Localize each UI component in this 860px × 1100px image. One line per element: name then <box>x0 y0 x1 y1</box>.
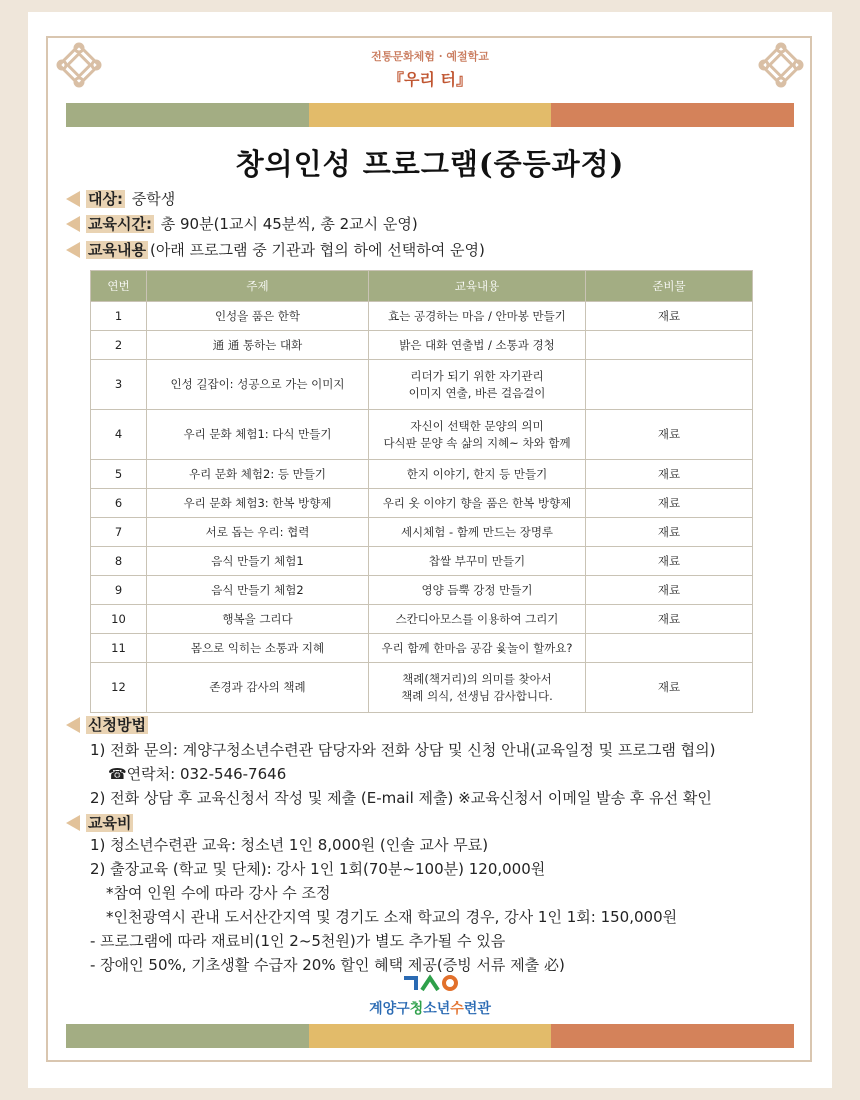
table-row <box>91 576 753 605</box>
row-material <box>586 360 753 410</box>
fee-dash-1: - 프로그램에 따라 재료비(1인 2~5천원)가 별도 추가될 수 있음 <box>90 932 506 950</box>
apply-line-2: 2) 전화 상담 후 교육신청서 작성 및 제출 (E-mail 제출) ※교육신청서 이메일 발송 후 유선 확인 <box>90 789 712 807</box>
row-material: 재료 <box>586 663 753 713</box>
logo-text: 계양구청소년수련관 <box>369 1001 491 1017</box>
table-row <box>91 489 753 518</box>
row-material: 재료 <box>586 547 753 576</box>
row-topic: 음식 만들기 체험2 <box>147 576 369 605</box>
row-number: 4 <box>91 410 147 460</box>
row-topic: 존경과 감사의 책례 <box>147 663 369 713</box>
table-row <box>91 360 753 410</box>
row-topic: 우리 문화 체험2: 등 만들기 <box>147 460 369 489</box>
row-content: 우리 옷 이야기 향을 품은 한복 방향제 <box>369 489 586 518</box>
row-content: 스칸디아모스를 이용하여 그리기 <box>369 605 586 634</box>
row-number: 11 <box>91 634 147 663</box>
fee-line-1: 1) 청소년수련관 교육: 청소년 1인 8,000원 (인솔 교사 무료) <box>90 836 489 854</box>
row-material: 재료 <box>586 518 753 547</box>
row-material: 재료 <box>586 489 753 518</box>
column-header: 연번 <box>91 271 147 302</box>
row-number: 6 <box>91 489 147 518</box>
content-value: (아래 프로그램 중 기관과 협의 하에 선택하여 운영) <box>149 241 485 259</box>
column-header: 준비물 <box>586 271 753 302</box>
fee-line-2: 2) 출장교육 (학교 및 단체): 강사 1인 1회(70분~100분) 120,000원 <box>90 860 546 878</box>
table-row <box>91 460 753 489</box>
table-header-row <box>91 271 753 302</box>
table-row <box>91 547 753 576</box>
row-number: 8 <box>91 547 147 576</box>
row-content: 자신이 선택한 문양의 의미 다식판 문양 속 삶의 지혜~ 차와 함께 <box>369 410 586 460</box>
column-header: 주제 <box>147 271 369 302</box>
time-value: 총 90분(1교시 45분씩, 총 2교시 운영) <box>155 215 418 233</box>
bottom-color-bar <box>66 1024 794 1048</box>
target-row <box>66 188 175 210</box>
row-number: 7 <box>91 518 147 547</box>
row-topic: 通 通 통하는 대화 <box>147 331 369 360</box>
row-topic: 우리 문화 체험3: 한복 방향제 <box>147 489 369 518</box>
row-content: 리더가 되기 위한 자기관리 이미지 연출, 바른 걸음걸이 <box>369 360 586 410</box>
page-title: 창의인성 프로그램(중등과정) <box>235 147 625 181</box>
row-number: 5 <box>91 460 147 489</box>
row-material: 재료 <box>586 460 753 489</box>
row-number: 1 <box>91 302 147 331</box>
fee-note-2: *인천광역시 관내 도서산간지역 및 경기도 소재 학교의 경우, 강사 1인 1회: 150,000원 <box>106 908 678 926</box>
table-row <box>91 663 753 713</box>
row-topic: 우리 문화 체험1: 다식 만들기 <box>147 410 369 460</box>
row-content: 영양 듬뿍 강정 만들기 <box>369 576 586 605</box>
time-row <box>66 213 418 235</box>
row-content: 책례(책거리)의 의미를 찾아서 책례 의식, 선생님 감사합니다. <box>369 663 586 713</box>
row-number: 3 <box>91 360 147 410</box>
row-topic: 인성 길잡이: 성공으로 가는 이미지 <box>147 360 369 410</box>
poster-page <box>28 12 832 1088</box>
header-title: 『우리 터』 <box>388 70 472 89</box>
target-label-tag: 대상: <box>66 188 125 210</box>
program-table <box>90 270 753 713</box>
row-number: 12 <box>91 663 147 713</box>
table-row <box>91 410 753 460</box>
phone-number: ☎연락처: 032-546-7646 <box>108 765 287 783</box>
row-topic: 인성을 품은 한학 <box>147 302 369 331</box>
table-row <box>91 331 753 360</box>
target-value: 중학생 <box>126 190 176 208</box>
row-material: 재료 <box>586 410 753 460</box>
row-content: 밝은 대화 연출법 / 소통과 경청 <box>369 331 586 360</box>
table-row <box>91 634 753 663</box>
row-content: 세시체험 - 함께 만드는 장명루 <box>369 518 586 547</box>
fee-dash-2: - 장애인 50%, 기초생활 수급자 20% 할인 혜택 제공(증빙 서류 제출 必) <box>90 956 565 974</box>
row-topic: 음식 만들기 체험1 <box>147 547 369 576</box>
content-row <box>66 239 485 261</box>
row-content: 한지 이야기, 한지 등 만들기 <box>369 460 586 489</box>
row-topic: 행복을 그리다 <box>147 605 369 634</box>
row-material: 재료 <box>586 605 753 634</box>
column-header: 교육내용 <box>369 271 586 302</box>
apply-section-heading: 신청방법 <box>66 714 150 735</box>
row-number: 9 <box>91 576 147 605</box>
row-content: 효는 공경하는 마음 / 안마봉 만들기 <box>369 302 586 331</box>
table-row <box>91 302 753 331</box>
row-material <box>586 634 753 663</box>
content-label-tag: 교육내용 <box>66 239 148 261</box>
row-number: 10 <box>91 605 147 634</box>
header-subtitle: 전통문화체험 · 예절학교 <box>371 50 489 63</box>
logo-mark-icon <box>400 974 460 994</box>
time-label-tag: 교육시간: <box>66 213 154 235</box>
table-row <box>91 518 753 547</box>
row-number: 2 <box>91 331 147 360</box>
row-content: 찹쌀 부꾸미 만들기 <box>369 547 586 576</box>
fee-section-heading: 교육비 <box>66 812 135 833</box>
row-material: 재료 <box>586 576 753 605</box>
row-content: 우리 함께 한마음 공감 윷놀이 할까요? <box>369 634 586 663</box>
table-row <box>91 605 753 634</box>
row-topic: 서로 돕는 우리: 협력 <box>147 518 369 547</box>
apply-line-1: 1) 전화 문의: 계양구청소년수련관 담당자와 전화 상담 및 신청 안내(교육일정 및 프로그램 협의) <box>90 741 716 759</box>
top-color-bar <box>66 103 794 127</box>
row-topic: 몸으로 익히는 소통과 지혜 <box>147 634 369 663</box>
organization-logo <box>28 974 832 1018</box>
row-material <box>586 331 753 360</box>
row-material: 재료 <box>586 302 753 331</box>
fee-note-1: *참여 인원 수에 따라 강사 수 조정 <box>106 884 331 902</box>
